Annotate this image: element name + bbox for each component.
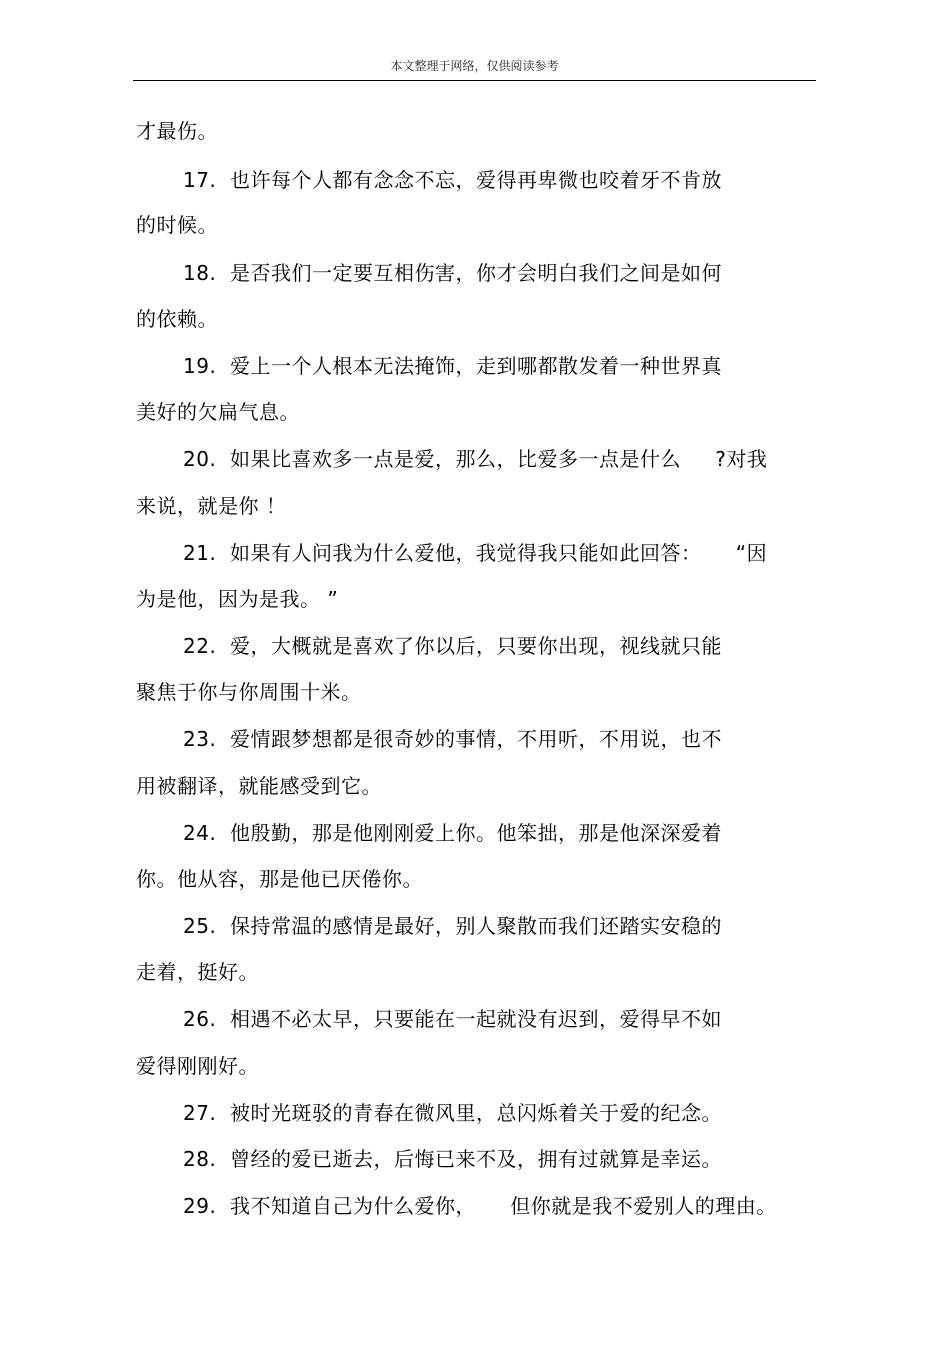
list-item-18: 18. 是否我们一定要互相伤害，你才会明白我们之间是如何 [183, 261, 723, 285]
text-line: 为是他，因为是我。 ” [136, 587, 339, 611]
list-item-23: 23. 爱情跟梦想都是很奇妙的事情，不用听，不用说，也不 [183, 727, 723, 751]
text-line: 来说，就是你 ！ [136, 494, 287, 518]
list-item-22: 22. 爱，大概就是喜欢了你以后，只要你出现，视线就只能 [183, 634, 723, 658]
text-line: 才最伤。 [136, 119, 218, 143]
list-item-21: 21. 如果有人问我为什么爱他，我觉得我只能如此回答： “因 [183, 541, 768, 565]
text-line: 你。他从容，那是他已厌倦你。 [136, 867, 423, 891]
list-item-24: 24. 他殷勤，那是他刚刚爱上你。他笨拙，那是他深深爱着 [183, 821, 723, 845]
list-item-27: 27. 被时光斑驳的青春在微风里，总闪烁着关于爱的纪念。 [183, 1101, 723, 1125]
text-line: 聚焦于你与你周围十米。 [136, 680, 362, 704]
text-line: 用被翻译，就能感受到它。 [136, 774, 382, 798]
list-item-26: 26. 相遇不必太早，只要能在一起就没有迟到，爱得早不如 [183, 1007, 723, 1031]
list-item-17: 17. 也许每个人都有念念不忘，爱得再卑微也咬着牙不肯放 [183, 168, 723, 192]
text-line: 美好的欠扁气息。 [136, 400, 300, 424]
text-line: 走着，挺好。 [136, 960, 259, 984]
text-line: 的时候。 [136, 213, 218, 237]
text-line: 爱得刚刚好。 [136, 1054, 259, 1078]
list-item-19: 19. 爱上一个人根本无法掩饰，走到哪都散发着一种世界真 [183, 354, 723, 378]
text-line: 的依赖。 [136, 307, 218, 331]
page-header: 本文整理于网络，仅供阅读参考 [390, 59, 559, 73]
list-item-28: 28. 曾经的爱已逝去，后悔已来不及，拥有过就算是幸运。 [183, 1147, 723, 1171]
list-item-20: 20. 如果比喜欢多一点是爱，那么，比爱多一点是什么 ?对我 [183, 447, 768, 471]
list-item-29: 29. 我不知道自己为什么爱你， 但你就是我不爱别人的理由。 [183, 1194, 777, 1218]
list-item-25: 25. 保持常温的感情是最好，别人聚散而我们还踏实安稳的 [183, 914, 723, 938]
